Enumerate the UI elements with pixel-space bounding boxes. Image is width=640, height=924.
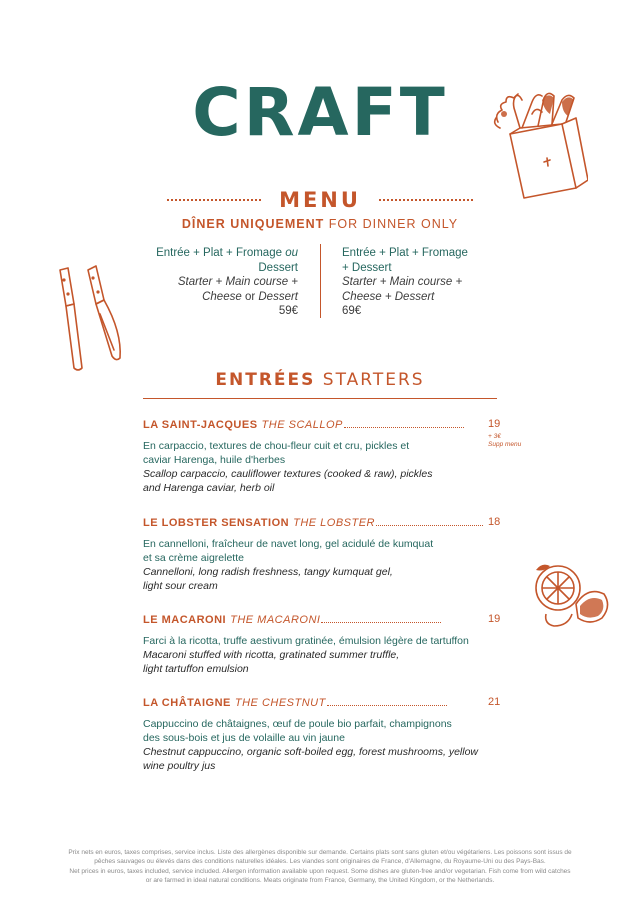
grocery-bag-illustration <box>492 84 588 202</box>
menu-item-macaroni <box>143 613 483 676</box>
formula-59 <box>150 246 298 319</box>
formula-en-or: or <box>244 290 256 303</box>
formula-69 <box>342 246 482 319</box>
dotted-leader <box>321 613 441 623</box>
formula-en-line2: Cheese + Dessert <box>342 290 435 303</box>
item-desc-fr: caviar Harenga, huile d'herbes <box>143 454 286 466</box>
item-desc-en: Chestnut cappuccino, organic soft-boiled egg, forest mushrooms, yellow <box>143 746 479 758</box>
item-desc-en: light tartuffon emulsion <box>143 663 249 675</box>
item-price: 19 <box>488 418 501 430</box>
menu-title: MENU <box>279 188 361 212</box>
supplement-label: Supp menu <box>488 441 522 448</box>
formula-en-line1: Starter + Main course + <box>342 276 463 288</box>
formula-fr-line2: + Dessert <box>342 261 392 274</box>
formula-fr: Entrée + Plat + Fromage <box>156 247 282 259</box>
dotted-leader <box>327 696 447 706</box>
item-desc-en: light sour cream <box>143 580 218 592</box>
item-desc-fr: En carpaccio, textures de chou-fleur cuit et cru, pickles et <box>143 440 410 452</box>
formula-fr-line2: Dessert <box>258 261 298 274</box>
dotted-leader <box>344 418 464 428</box>
formula-price: 59€ <box>278 305 298 317</box>
formula-en-line1: Starter + Main course + <box>177 276 298 288</box>
item-desc-en: wine poultry jus <box>143 760 216 772</box>
item-name-en: THE LOBSTER <box>293 517 375 529</box>
item-desc-en: and Harenga caviar, herb oil <box>143 482 275 494</box>
footer-en-line: Net prices in euros, taxes included, service included. Allergen information available upon request. Some dishes are gluten-free and/or vegetarian. Fish come from wild catches <box>69 867 571 875</box>
menu-heading <box>0 188 640 212</box>
formula-en-dessert: Dessert <box>258 290 298 303</box>
item-heading <box>143 418 483 432</box>
formula-fr-ou: ou <box>285 247 298 259</box>
item-desc-fr: et sa crème aigrelette <box>143 552 244 564</box>
item-heading <box>143 516 483 530</box>
menu-item-chestnut <box>143 696 483 773</box>
section-title-en: STARTERS <box>322 370 425 390</box>
item-desc-en: Scallop carpaccio, cauliflower textures (cooked & raw), pickles <box>143 468 433 480</box>
item-desc-en: Macaroni stuffed with ricotta, gratinated summer truffle, <box>143 649 400 661</box>
section-title <box>0 370 640 390</box>
dotted-leader <box>376 516 483 526</box>
menu-item-lobster <box>143 516 483 593</box>
supplement-amount: + 3€ <box>488 433 501 440</box>
subtitle-fr: DÎNER UNIQUEMENT <box>181 217 325 231</box>
knives-illustration <box>56 264 128 376</box>
divider-dots-right <box>379 199 473 201</box>
formula-price: 69€ <box>342 305 362 317</box>
item-desc-en: Cannelloni, long radish freshness, tangy kumquat gel, <box>143 566 393 578</box>
legal-footer <box>60 848 580 886</box>
section-rule <box>143 398 497 399</box>
item-name-en: THE SCALLOP <box>261 419 343 431</box>
section-title-fr: ENTRÉES <box>215 370 316 390</box>
item-price: 21 <box>488 696 501 708</box>
item-desc-fr: Farci à la ricotta, truffe aestivum gratinée, émulsion légère de tartuffon <box>143 635 469 647</box>
item-name-fr: LE LOBSTER SENSATION <box>143 517 290 529</box>
menu-subtitle <box>0 217 640 231</box>
item-price: 18 <box>488 516 501 528</box>
item-desc-fr: En cannelloni, fraîcheur de navet long, gel acidulé de kumquat <box>143 538 434 550</box>
formula-en-cheese: Cheese <box>202 290 242 303</box>
item-desc-fr: Cappuccino de châtaignes, œuf de poule bio parfait, champignons <box>143 718 452 730</box>
formula-divider <box>320 244 321 318</box>
item-name-en: THE MACARONI <box>230 614 321 626</box>
citrus-illustration <box>532 556 612 630</box>
footer-fr-line: Prix nets en euros, taxes comprises, service inclus. Liste des allergènes disponible sur demande. Certains plats sont sans gluten et/ou végétariens. Les poissons sont issus de <box>68 849 572 856</box>
item-desc-fr: des sous-bois et jus de volaille au vin jaune <box>143 732 345 744</box>
formula-fr-line1: Entrée + Plat + Fromage <box>342 247 468 259</box>
footer-en-line: or are farmed in ideal natural conditions. Meats originate from France, Germany, the United Kingdom, or the Netherlands. <box>145 877 495 885</box>
item-name-fr: LA SAINT-JACQUES <box>143 419 258 431</box>
divider-dots-left <box>167 199 261 201</box>
item-price: 19 <box>488 613 501 625</box>
supplement-note <box>488 433 521 449</box>
subtitle-en: FOR DINNER ONLY <box>328 217 459 231</box>
item-name-en: THE CHESTNUT <box>234 697 326 709</box>
menu-item-scallop <box>143 418 483 495</box>
item-heading <box>143 613 483 627</box>
item-name-fr: LA CHÂTAIGNE <box>143 697 231 709</box>
restaurant-logo: CRAFT <box>192 74 448 151</box>
item-name-fr: LE MACARONI <box>143 614 227 626</box>
item-heading <box>143 696 483 710</box>
footer-fr-line: pêches sauvages ou élevés dans des conditions naturelles idéales. Les viandes sont originaires de France, d'Allemagne, du Royaume-Uni ou des Pays-Bas. <box>94 858 546 866</box>
